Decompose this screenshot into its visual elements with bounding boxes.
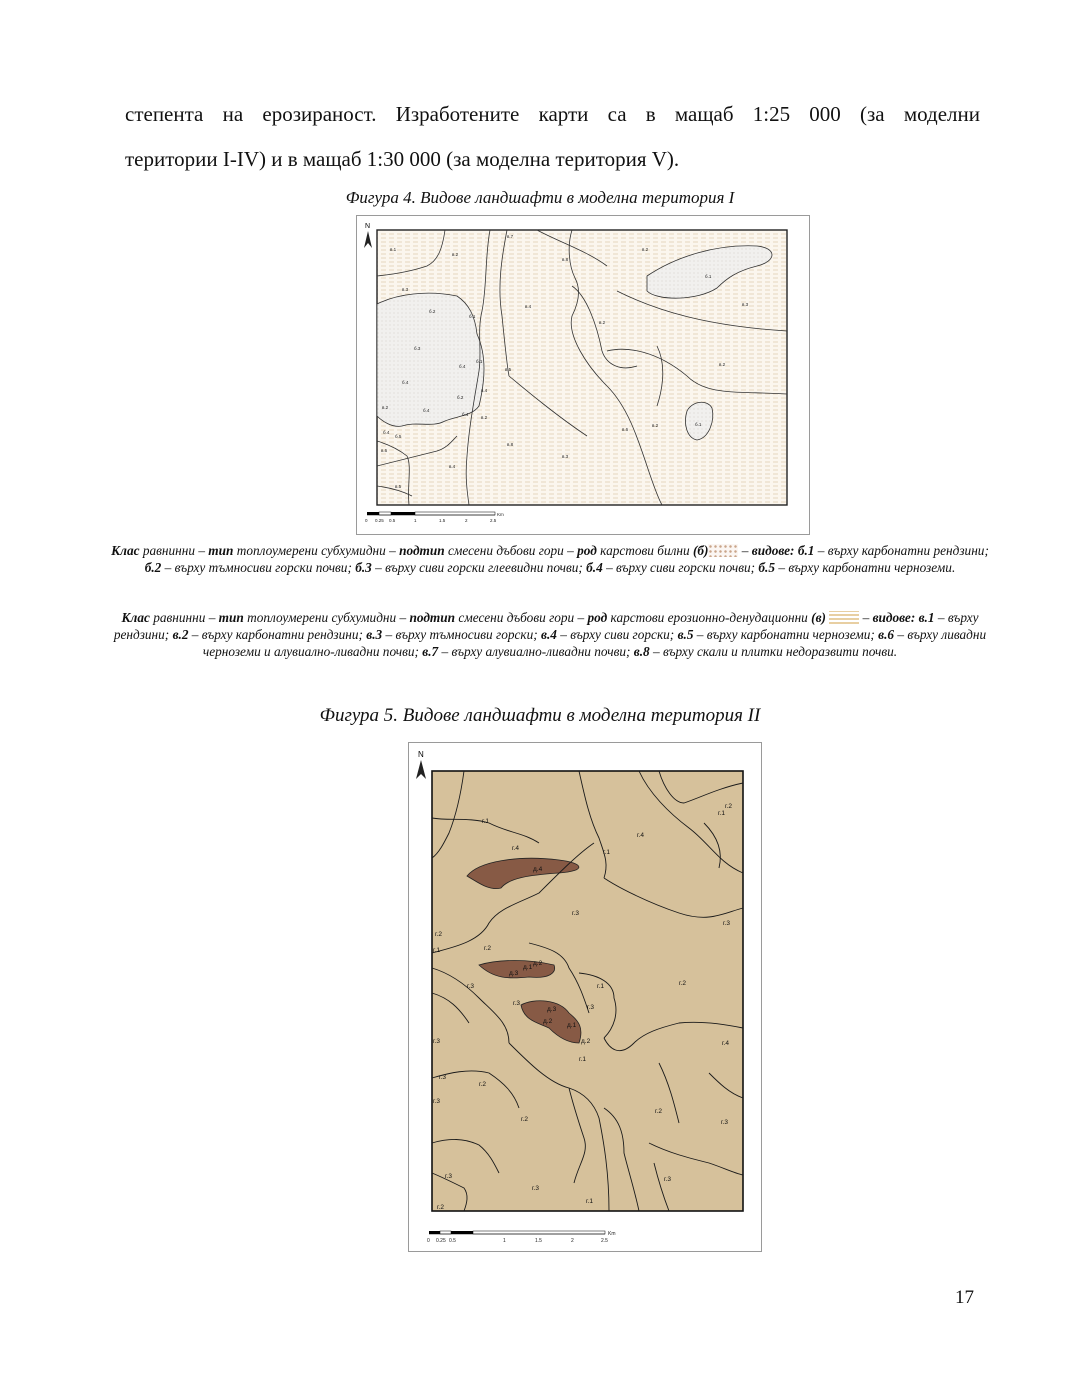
legend-term: род bbox=[577, 543, 597, 558]
map-label: в.6 bbox=[622, 427, 629, 432]
legend-code: в.5 bbox=[677, 627, 694, 642]
scale-tick: 0.5 bbox=[389, 518, 396, 523]
map-label: б.5 bbox=[395, 434, 402, 439]
legend-text: карстови ерозионно-денудационни bbox=[607, 610, 812, 625]
map-label: в.8 bbox=[507, 442, 514, 447]
scale-tick: 2.5 bbox=[601, 1238, 608, 1244]
scale-tick: 1 bbox=[503, 1238, 506, 1244]
scale-tick: 0.5 bbox=[449, 1238, 456, 1244]
page-number: 17 bbox=[955, 1287, 974, 1308]
map-label: в.6 bbox=[381, 448, 388, 453]
legend-text: топлоумерени субхумидни – bbox=[233, 543, 400, 558]
scale-tick: 1.5 bbox=[439, 518, 446, 523]
scale-tick: 0.25 bbox=[436, 1238, 446, 1244]
scale-unit: Km bbox=[608, 1231, 616, 1237]
map-label: в.5 bbox=[505, 367, 512, 372]
map-label: г.2 bbox=[479, 1081, 486, 1088]
map-label: г.1 bbox=[579, 1056, 586, 1063]
body-paragraph bbox=[125, 92, 980, 182]
legend-term: тип bbox=[208, 543, 234, 558]
map-label: б.4 bbox=[459, 364, 466, 369]
legend-paragraph-b bbox=[110, 542, 990, 576]
map-label: в.3 bbox=[742, 302, 749, 307]
legend-code: в.7 bbox=[422, 644, 439, 659]
scale-tick: 2.5 bbox=[490, 518, 497, 523]
legend-swatch-hatch bbox=[829, 611, 859, 624]
map-label: г.2 bbox=[484, 945, 491, 952]
scale-bar bbox=[367, 512, 495, 515]
legend-text: – върху тъмносиви горски почви; bbox=[161, 560, 356, 575]
figure4-map-svg bbox=[357, 216, 809, 534]
map-label: в.2 bbox=[652, 423, 659, 428]
map-label: г.3 bbox=[445, 1173, 452, 1180]
scale-tick: 0 bbox=[427, 1238, 430, 1244]
legend-text: – върху сиви горски глеевидни почви; bbox=[371, 560, 587, 575]
paragraph-line: степента на ерозираност. Изработените карти са в мащаб 1:25 000 (за моделни bbox=[125, 102, 980, 126]
legend-text: – bbox=[859, 610, 873, 625]
map-label: г.3 bbox=[467, 983, 474, 990]
legend-code: в.3 bbox=[366, 627, 383, 642]
map-label: г.1 bbox=[586, 1198, 593, 1205]
map-label: б.1 bbox=[695, 422, 702, 427]
figure5-map-svg bbox=[409, 743, 761, 1251]
legend-text: – върху скали и плитки недоразвити почви. bbox=[649, 644, 898, 659]
legend-text: равнинни – bbox=[139, 543, 209, 558]
map-label: г.1 bbox=[597, 983, 604, 990]
map-label: б.1 bbox=[469, 314, 476, 319]
map-label: г.4 bbox=[722, 1040, 729, 1047]
legend-text: – върху тъмносиви горски; bbox=[382, 627, 542, 642]
map-label: б.2 bbox=[457, 395, 464, 400]
map-label: в.2 bbox=[642, 247, 649, 252]
map-label: г.1 bbox=[482, 818, 489, 825]
legend-text: топлоумерени субхумидни – bbox=[243, 610, 410, 625]
legend-code: б.5 bbox=[758, 560, 776, 575]
map-label: в.5 bbox=[395, 484, 402, 489]
legend-text: – bbox=[738, 543, 752, 558]
legend-swatch-dots bbox=[708, 544, 738, 557]
map-label: б.1 bbox=[705, 274, 712, 279]
north-arrow-icon bbox=[416, 760, 426, 779]
map-label: б.3 bbox=[414, 346, 421, 351]
map-label: д.3 bbox=[509, 970, 519, 977]
legend-text: – върху рендзини; bbox=[113, 610, 979, 642]
map-label: г.3 bbox=[721, 1119, 728, 1126]
legend-text: – върху алувиално-ливадни почви; bbox=[438, 644, 634, 659]
map-label: в.2 bbox=[719, 362, 726, 367]
map-label: б.4 bbox=[462, 412, 469, 417]
scale-tick: 2 bbox=[571, 1238, 574, 1244]
scale-tick: 0 bbox=[365, 518, 368, 523]
map-label: д.2 bbox=[581, 1038, 591, 1045]
map-label: г.2 bbox=[521, 1116, 528, 1123]
legend-text: – върху ливадни черноземи и алувиално-ливадни почви; bbox=[202, 627, 987, 659]
map-label: г.1 bbox=[433, 947, 440, 954]
map-label: г.3 bbox=[433, 1038, 440, 1045]
map-label: в.2 bbox=[382, 405, 389, 410]
map-label: г.2 bbox=[435, 931, 442, 938]
legend-text: – върху карбонатни черноземи. bbox=[775, 560, 956, 575]
map-label: г.3 bbox=[532, 1185, 539, 1192]
figure5-map bbox=[408, 742, 762, 1252]
map-label: д.1 bbox=[567, 1022, 577, 1029]
north-label: N bbox=[365, 223, 371, 230]
map-label: г.3 bbox=[439, 1074, 446, 1081]
map-label: г.3 bbox=[664, 1176, 671, 1183]
legend-term: Клас bbox=[111, 543, 140, 558]
figure4-map bbox=[356, 215, 810, 535]
map-label: г.4 bbox=[512, 845, 519, 852]
map-label: в.4 bbox=[449, 464, 456, 469]
map-label: в.1 bbox=[390, 247, 397, 252]
legend-code: в.4 bbox=[541, 627, 557, 642]
legend-term: подтип bbox=[409, 610, 456, 625]
map-label: г.1 bbox=[718, 810, 725, 817]
map-label: д.3 bbox=[547, 1006, 557, 1013]
map-label: г.3 bbox=[572, 910, 579, 917]
legend-term: видове: bbox=[872, 610, 916, 625]
legend-code: б.2 bbox=[144, 560, 162, 575]
legend-paragraph-v bbox=[110, 609, 990, 660]
map-label: б.4 bbox=[383, 430, 390, 435]
paragraph-line: територии I-IV) и в мащаб 1:30 000 (за моделна територия V). bbox=[125, 147, 680, 171]
scale-unit: Km bbox=[497, 512, 504, 517]
legend-term: подтип bbox=[399, 543, 445, 558]
map-label: б.2 bbox=[429, 309, 436, 314]
legend-text: – върху сиви горски почви; bbox=[602, 560, 759, 575]
map-label: б.1 bbox=[476, 359, 483, 364]
map-label: г.3 bbox=[433, 1098, 440, 1105]
north-arrow-icon bbox=[364, 231, 372, 248]
map-label: г.3 bbox=[513, 1000, 520, 1007]
map-label: в.4 bbox=[525, 304, 532, 309]
map-label: д.2 bbox=[533, 960, 543, 967]
map-label: в.4 bbox=[481, 388, 488, 393]
legend-text: – върху карбонатни рендзини; bbox=[814, 543, 989, 558]
figure5-caption: Фигура 5. Видове ландшафти в моделна територия II bbox=[319, 705, 761, 726]
map-label: д.2 bbox=[543, 1018, 553, 1025]
legend-term: видове: bbox=[751, 543, 795, 558]
legend-text: карстови билни bbox=[596, 543, 690, 558]
map-label: д.4 bbox=[533, 866, 543, 873]
legend-text: равнинни – bbox=[149, 610, 219, 625]
scale-bar bbox=[429, 1231, 605, 1234]
map-label: в.7 bbox=[507, 234, 514, 239]
legend-code: в.6 bbox=[878, 627, 895, 642]
legend-text: смесени дъбови гори – bbox=[455, 610, 588, 625]
legend-term: Клас bbox=[121, 610, 150, 625]
legend-code: б.4 bbox=[586, 560, 603, 575]
legend-code: в.8 bbox=[633, 644, 650, 659]
scale-tick: 2 bbox=[465, 518, 468, 523]
map-label: в.3 bbox=[402, 287, 409, 292]
map-label: б.4 bbox=[423, 408, 430, 413]
map-label: б.4 bbox=[402, 380, 409, 385]
map-label: г.2 bbox=[655, 1108, 662, 1115]
map-label: г.2 bbox=[437, 1204, 444, 1211]
map-label: в.8 bbox=[562, 257, 569, 262]
map-label: г.4 bbox=[637, 832, 644, 839]
figure4-caption: Фигура 4. Видове ландшафти в моделна територия I bbox=[345, 188, 735, 207]
legend-code: б.3 bbox=[355, 560, 372, 575]
scale-tick: 0.25 bbox=[375, 518, 384, 523]
legend-term: тип bbox=[218, 610, 244, 625]
map-label: г.3 bbox=[723, 920, 730, 927]
legend-letter: (б) bbox=[692, 543, 709, 558]
map-label: г.2 bbox=[679, 980, 686, 987]
map-label: г.2 bbox=[725, 803, 732, 810]
legend-letter: (в) bbox=[811, 610, 826, 625]
legend-text: смесени дъбови гори – bbox=[444, 543, 578, 558]
scale-tick: 1.5 bbox=[535, 1238, 542, 1244]
north-label: N bbox=[418, 750, 424, 759]
scale-tick: 1 bbox=[414, 518, 417, 523]
legend-code: в.1 bbox=[918, 610, 935, 625]
legend-text: – върху сиви горски; bbox=[556, 627, 678, 642]
legend-text: – върху карбонатни рендзини; bbox=[188, 627, 367, 642]
legend-text: – върху карбонатни черноземи; bbox=[693, 627, 879, 642]
map-label: в.2 bbox=[452, 252, 459, 257]
legend-code: в.2 bbox=[172, 627, 189, 642]
map-label: г.1 bbox=[603, 849, 610, 856]
map-label: в.2 bbox=[481, 415, 488, 420]
legend-code: б.1 bbox=[797, 543, 815, 558]
map-label: д.1 bbox=[523, 964, 533, 971]
legend-term: род bbox=[587, 610, 608, 625]
map-label: в.3 bbox=[562, 454, 569, 459]
map-label: в.2 bbox=[599, 320, 606, 325]
map-label: г.3 bbox=[587, 1004, 594, 1011]
